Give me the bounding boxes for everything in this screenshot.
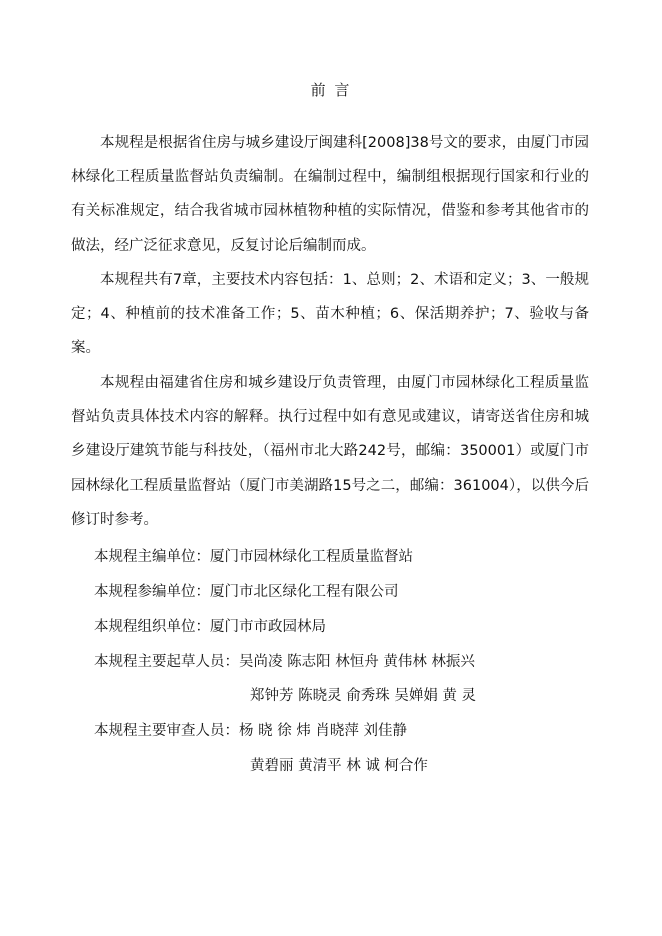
reviewers-label: 本规程主要审查人员：: [94, 723, 239, 739]
drafters-names-line1: 吴尚凌 陈志阳 林恒舟 黄伟林 林振兴: [239, 654, 475, 670]
reviewers-names-line1: 杨 晓 徐 炜 肖晓萍 刘佳静: [239, 723, 408, 739]
chief-unit-label: 本规程主编单位：: [94, 549, 210, 565]
organizing-unit-value: 厦门市市政园林局: [210, 619, 326, 635]
drafters-row: [94, 650, 475, 674]
participating-unit-label: 本规程参编单位：: [94, 584, 210, 600]
paragraph-management: 本规程由福建省住房和城乡建设厅负责管理，由厦门市园林绿化工程质量监督站负责具体技术内容的解释。执行过程中如有意见或建议，请寄送省住房和城乡建设厅建筑节能与科技处，（福州市北大路242号，邮编：350001）或厦门市园林绿化工程质量监督站（厦门市美湖路15号之二，邮编：361004），以供今后修订时参考。: [71, 375, 589, 528]
reviewers-names-line2: 黄碧丽 黄清平 林 诚 柯合作: [250, 758, 428, 774]
chief-unit-row: [94, 545, 413, 569]
reviewers-row: [94, 719, 407, 743]
drafters-label: 本规程主要起草人员：: [94, 654, 239, 670]
organizing-unit-label: 本规程组织单位：: [94, 619, 210, 635]
participating-unit-value: 厦门市北区绿化工程有限公司: [210, 584, 399, 600]
chief-unit-value: 厦门市园林绿化工程质量监督站: [210, 549, 413, 565]
paragraph-chapters: 本规程共有7章，主要技术内容包括：1、总则；2、术语和定义；3、一般规定；4、种植前的技术准备工作；5、苗木种植；6、保活期养护；7、验收与备案。: [71, 272, 589, 357]
paragraph-basis: 本规程是根据省住房与城乡建设厅闽建科[2008]38号文的要求，由厦门市园林绿化工程质量监督站负责编制。在编制过程中，编制组根据现行国家和行业的有关标准规定，结合我省城市园林植物种植的实际情况，借鉴和参考其他省市的做法，经广泛征求意见，反复讨论后编制而成。: [71, 135, 589, 254]
page-title: 前 言: [310, 81, 352, 99]
organizing-unit-row: [94, 615, 326, 639]
participating-unit-row: [94, 580, 399, 604]
drafters-names-line2: 郑钟芳 陈晓灵 俞秀珠 吴婵娟 黄 灵: [250, 688, 477, 704]
